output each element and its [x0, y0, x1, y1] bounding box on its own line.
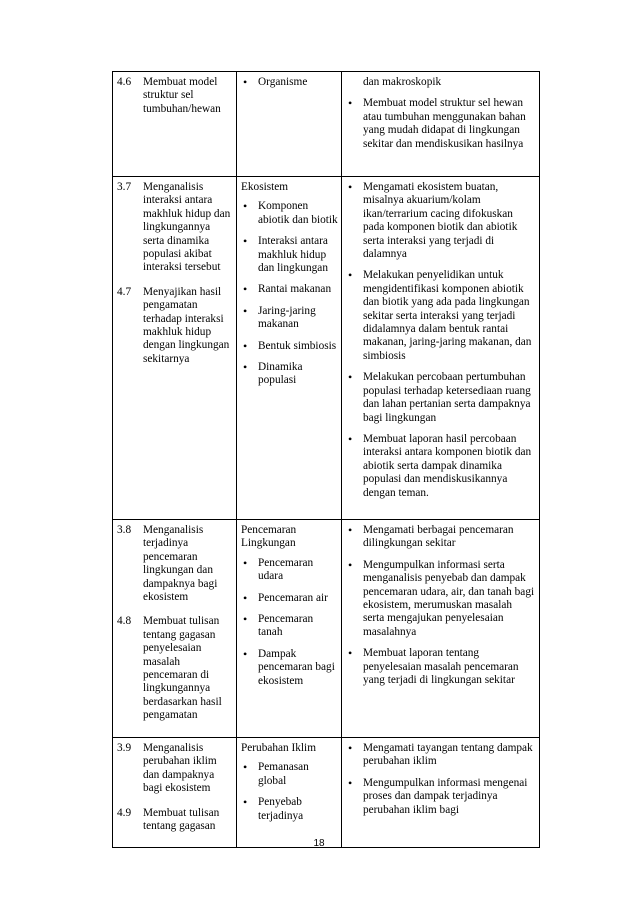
kd-cell — [113, 72, 237, 177]
kd-text: Menganalisis interaksi antara makhluk hidup dan lingkungannya serta dinamika populasi akibat interaksi tersebut — [143, 181, 231, 274]
kd-text: Menganalisis perubahan iklim dan dampaknya bagi ekosistem — [143, 742, 217, 795]
kegiatan-cell — [342, 72, 540, 177]
materi-item: • Interaksi antara makhluk hidup dan lingkungan — [241, 235, 338, 275]
kegiatan-cell — [342, 520, 540, 738]
kegiatan-item: • Membuat laporan tentang penyelesaian masalah pencemaran yang terjadi di lingkungan sekitar — [346, 647, 536, 687]
materi-item: • Pencemaran udara — [241, 557, 338, 584]
kegiatan-cell — [342, 177, 540, 520]
kd-cell — [113, 738, 237, 848]
kegiatan-item: • Mengamati ekosistem buatan, misalnya akuarium/kolam ikan/terrarium cacing difokuskan pada komponen biotik dan abiotik serta interaksi yang terjadi di dalamnya — [346, 181, 536, 261]
materi-item: • Bentuk simbiosis — [241, 340, 338, 353]
kegiatan-cell — [342, 738, 540, 848]
kegiatan-continuation: dan makroskopik — [363, 76, 442, 88]
materi-title: Ekosistem — [241, 181, 289, 193]
table-row — [113, 520, 540, 738]
kegiatan-item: • Membuat model struktur sel hewan atau tumbuhan menggunakan bahan yang mudah didapat di lingkungan sekitar dan mendiskusikan hasilnya — [346, 97, 536, 151]
kegiatan-item: • Mengumpulkan informasi mengenai proses dan dampak terjadinya perubahan iklim bagi — [346, 777, 536, 817]
kd-entry — [117, 615, 233, 722]
kd-number: 4.7 — [117, 285, 132, 298]
materi-cell — [237, 738, 342, 848]
kegiatan-item: • Mengamati tayangan tentang dampak perubahan iklim — [346, 742, 536, 769]
kegiatan-item: • Melakukan penyelidikan untuk mengidentifikasi komponen abiotik dan biotik yang ada pada lingkungan sekitar serta interaksi yang terjadi didalamnya dalam bentuk rantai makanan, jaring-jaring makanan, dan simbiosis — [346, 269, 536, 363]
kd-entry — [117, 286, 233, 366]
kd-text: Membuat model struktur sel tumbuhan/hewan — [143, 76, 221, 115]
kd-text: Menganalisis terjadinya pencemaran lingkungan dan dampaknya bagi ekosistem — [143, 524, 218, 604]
kd-number: 3.7 — [117, 181, 132, 193]
materi-cell — [237, 520, 342, 738]
materi-item: • Penyebab terjadinya — [241, 796, 338, 823]
table-row — [113, 72, 540, 177]
kd-text: Menyajikan hasil pengamatan terhadap interaksi makhluk hidup dengan lingkungan sekitarnya — [143, 285, 230, 365]
materi-item: • Dinamika populasi — [241, 361, 338, 388]
kd-text: Membuat tulisan tentang gagasan — [143, 806, 220, 833]
kegiatan-item: • Melakukan percobaan pertumbuhan populasi terhadap ketersediaan ruang dan lahan pertanian serta dampaknya bagi lingkungan — [346, 371, 536, 425]
materi-title: Pencemaran Lingkungan — [241, 524, 297, 550]
kd-entry — [117, 807, 233, 834]
materi-item: • Pencemaran air — [241, 592, 338, 605]
materi-cell — [237, 72, 342, 177]
materi-title: Perubahan Iklim — [241, 742, 316, 754]
kd-number: 4.9 — [117, 806, 132, 819]
table-row — [113, 177, 540, 520]
materi-cell — [237, 177, 342, 520]
materi-item: • Pemanasan global — [241, 761, 338, 788]
materi-item: • Rantai makanan — [241, 283, 338, 296]
materi-item: • Organisme — [241, 76, 338, 89]
page-number: 18 — [313, 838, 325, 849]
curriculum-table — [112, 71, 540, 848]
kd-entry — [117, 742, 233, 796]
materi-item: • Pencemaran tanah — [241, 613, 338, 640]
kd-cell — [113, 520, 237, 738]
kd-entry — [117, 181, 233, 275]
materi-item: • Komponen abiotik dan biotik — [241, 200, 338, 227]
materi-item: • Jaring-jaring makanan — [241, 305, 338, 332]
table-row — [113, 738, 540, 848]
kd-entry — [117, 524, 233, 604]
kd-cell — [113, 177, 237, 520]
kegiatan-item: • Mengamati berbagai pencemaran dilingkungan sekitar — [346, 524, 536, 551]
kd-number: 3.8 — [117, 524, 132, 536]
kd-entry — [117, 76, 233, 116]
kd-number: 3.9 — [117, 742, 132, 754]
kegiatan-item: • Membuat laporan hasil percobaan interaksi antara komponen biotik dan abiotik serta dampak dinamika populasi dan mendiskusikannya dengan teman. — [346, 433, 536, 500]
kegiatan-item: • Mengumpulkan informasi serta menganalisis penyebab dan dampak pencemaran udara, air, dan tanah bagi ekosistem, merumuskan masalah serta mengajukan penyelesaian masalahnya — [346, 559, 536, 639]
kd-number: 4.6 — [117, 76, 132, 88]
kd-text: Membuat tulisan tentang gagasan penyelesaian masalah pencemaran di lingkungannya berdasarkan hasil pengamatan — [143, 615, 222, 722]
materi-item: • Dampak pencemaran bagi ekosistem — [241, 648, 338, 688]
kd-number: 4.8 — [117, 615, 132, 628]
